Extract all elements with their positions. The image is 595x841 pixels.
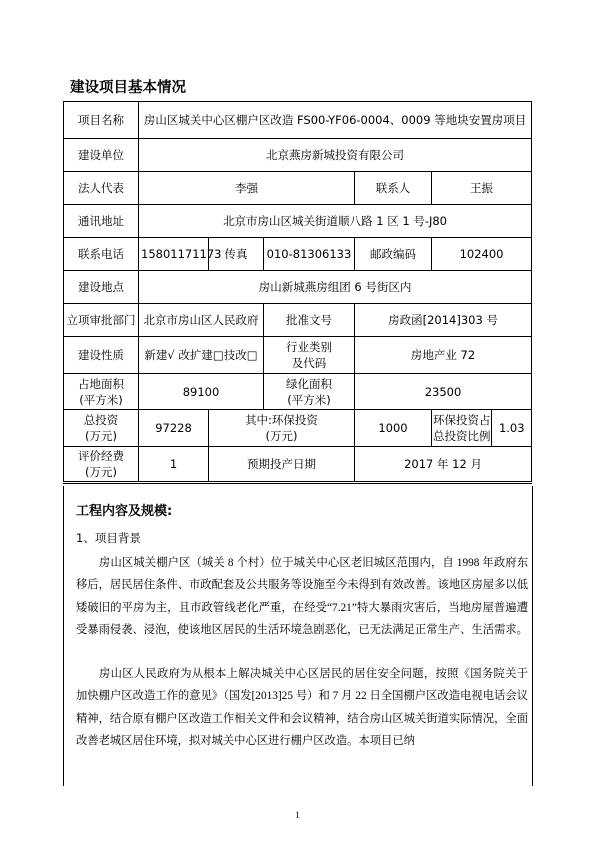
approval-dept-label: 立项审批部门 bbox=[64, 304, 139, 337]
green-label-line2: (平方米) bbox=[287, 392, 331, 407]
contact-label: 联系人 bbox=[355, 172, 432, 205]
eval-fee-value: 1 bbox=[139, 447, 209, 483]
env-ratio-value: 1.03 bbox=[498, 421, 525, 435]
area-label bbox=[64, 374, 139, 410]
row-address bbox=[64, 205, 532, 238]
env-ratio-cell bbox=[432, 410, 532, 447]
invest-value: 97228 bbox=[139, 410, 209, 447]
industry-label-line1: 行业类别 bbox=[286, 340, 332, 354]
location-label: 建设地点 bbox=[64, 271, 139, 304]
contact-value: 王振 bbox=[432, 172, 532, 205]
nature-label: 建设性质 bbox=[64, 337, 139, 374]
project-info-table bbox=[63, 101, 532, 484]
eval-fee-label bbox=[64, 447, 139, 483]
subsection-title: 1、项目背景 bbox=[76, 531, 141, 545]
postcode-label: 邮政编码 bbox=[355, 238, 432, 271]
legal-rep-label: 法人代表 bbox=[64, 172, 139, 205]
row-eval-fee bbox=[64, 447, 532, 483]
row-approval bbox=[64, 304, 532, 337]
paragraph-background-1: 房山区城关棚户区（城关 8 个村）位于城关中心区老旧城区范围内，自 1998 年政府东移后，居民居住条件、市政配套及公共服务等设施至今未得到有效改善。该地区房屋多以低矮破旧的平房为主，且市政管线老化严重，在经受“7.21”特大暴雨灾害后，当地房屋普遍遭受暴雨侵袭、浸泡，使该地区居民的生活环境急剧恶化，已无法满足正常生产、生活需求。 bbox=[76, 557, 528, 636]
location-value: 房山新城燕房组团 6 号街区内 bbox=[139, 271, 532, 304]
env-invest-label-line2: (万元) bbox=[265, 429, 298, 443]
green-value: 23500 bbox=[355, 374, 532, 410]
industry-label-line2: 及代码 bbox=[291, 356, 327, 370]
project-content-section bbox=[63, 486, 533, 786]
fax-value: 010-81306133 bbox=[264, 238, 355, 271]
prod-date-label: 预期投产日期 bbox=[209, 447, 355, 483]
env-ratio-label-line2: 总投资比例 bbox=[432, 429, 491, 443]
section-title: 工程内容及规模: bbox=[76, 504, 173, 519]
approval-no-value: 房政函[2014]303 号 bbox=[355, 304, 532, 337]
industry-value: 房地产业 72 bbox=[355, 337, 532, 374]
nature-value: 新建√ 改扩建□技改□ bbox=[139, 337, 264, 374]
paragraph-background-2: 房山区人民政府为从根本上解决城关中心区居民的居住安全问题，按照《国务院关于加快棚户区改造工作的意见》（国发[2013]25 号）和 7 月 22 日全国棚户区改造电视电话会议精神，结合原有棚户区改造工作相关文件和会议精神，结合房山区城关街道实际情况，全面改善老城区居住环境，拟对城关中心区进行棚户区改造。本项目已纳 bbox=[76, 668, 528, 747]
eval-fee-label-line1: 评价经费 bbox=[78, 449, 124, 463]
area-label-line2: (平方米) bbox=[79, 392, 123, 407]
invest-label-line2: (万元) bbox=[85, 429, 117, 443]
phone-value: 15801171173 bbox=[139, 238, 209, 271]
postcode-value: 102400 bbox=[432, 238, 532, 271]
project-name-label: 项目名称 bbox=[64, 102, 139, 139]
row-project-name bbox=[64, 102, 532, 139]
builder-label: 建设单位 bbox=[64, 139, 139, 172]
row-phone bbox=[64, 238, 532, 271]
eval-fee-label-line2: (万元) bbox=[85, 465, 117, 479]
green-label bbox=[264, 374, 355, 410]
env-invest-label bbox=[209, 410, 355, 447]
env-ratio-label bbox=[432, 410, 492, 446]
row-location bbox=[64, 271, 532, 304]
page-title: 建设项目基本情况 bbox=[70, 80, 186, 96]
green-label-line1: 绿化面积 bbox=[286, 376, 332, 391]
address-value: 北京市房山区城关街道顺八路 1 区 1 号-J80 bbox=[139, 205, 532, 238]
fax-label: 传真 bbox=[209, 238, 264, 271]
invest-label-line1: 总投资 bbox=[83, 413, 119, 427]
area-label-line1: 占地面积 bbox=[78, 376, 124, 391]
approval-no-label: 批准文号 bbox=[264, 304, 355, 337]
page-number: 1 bbox=[295, 810, 300, 820]
prod-date-value: 2017 年 12 月 bbox=[355, 447, 532, 483]
row-nature bbox=[64, 337, 532, 374]
phone-label: 联系电话 bbox=[64, 238, 139, 271]
env-ratio-label-line1: 环保投资占 bbox=[432, 413, 491, 427]
builder-value: 北京燕房新城投资有限公司 bbox=[139, 139, 532, 172]
legal-rep-value: 李强 bbox=[139, 172, 355, 205]
approval-dept-value: 北京市房山区人民政府 bbox=[139, 304, 264, 337]
project-name-value: 房山区城关中心区棚户区改造 FS00-YF06-0004、0009 等地块安置房项目 bbox=[139, 102, 532, 139]
area-value: 89100 bbox=[139, 374, 264, 410]
env-invest-label-line1: 其中:环保投资 bbox=[245, 413, 318, 427]
env-invest-value: 1000 bbox=[355, 410, 432, 447]
row-legal-rep bbox=[64, 172, 532, 205]
industry-label bbox=[264, 337, 355, 374]
row-invest bbox=[64, 410, 532, 447]
row-area bbox=[64, 374, 532, 410]
invest-label bbox=[64, 410, 139, 447]
row-builder bbox=[64, 139, 532, 172]
address-label: 通讯地址 bbox=[64, 205, 139, 238]
